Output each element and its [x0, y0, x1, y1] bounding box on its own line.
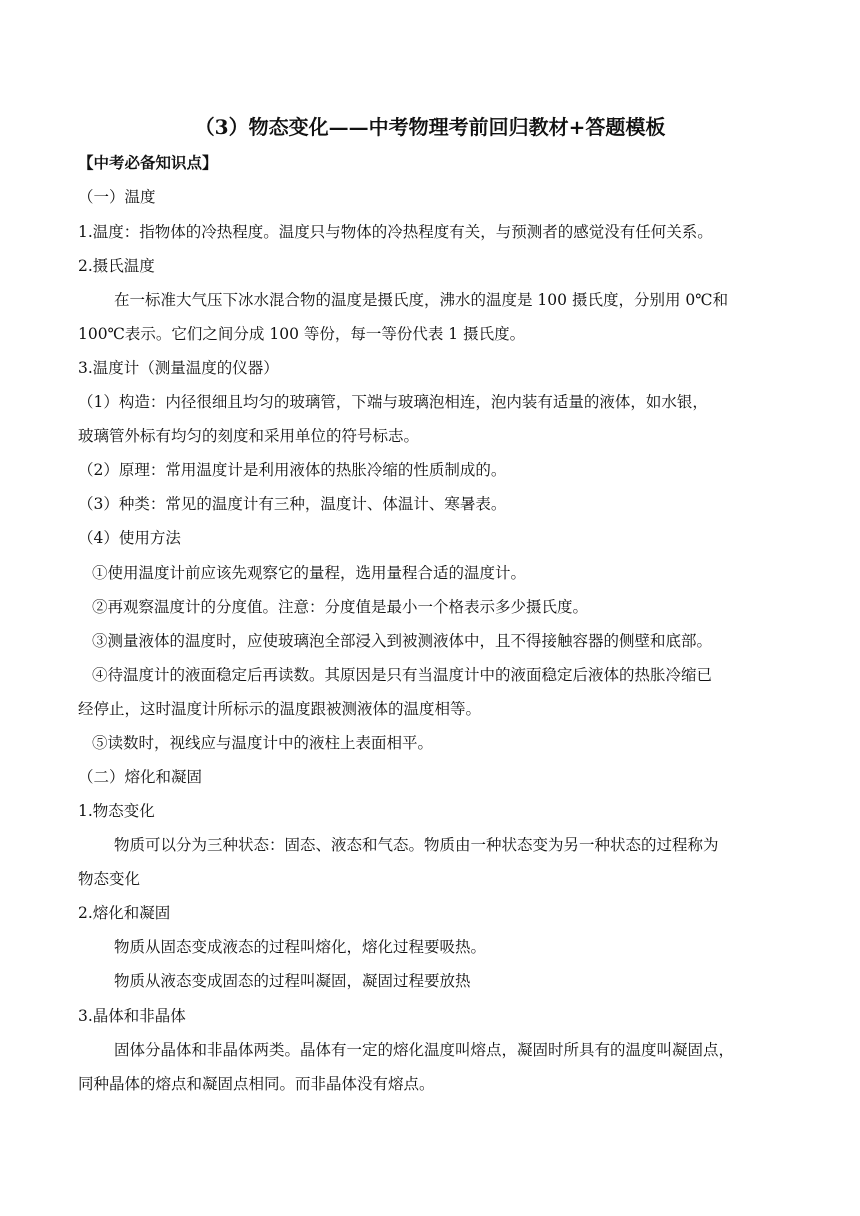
section-header: 【中考必备知识点】 [78, 153, 218, 172]
paragraph-crystal-line1: 固体分晶体和非晶体两类。晶体有一定的熔化温度叫熔点，凝固时所具有的温度叫凝固点， [114, 1041, 735, 1059]
paragraph-temperature-definition: 1.温度：指物体的冷热程度。温度只与物体的冷热程度有关，与预测者的感觉没有任何关系。 [78, 223, 713, 241]
heading-crystal: 3.晶体和非晶体 [78, 1007, 186, 1025]
paragraph-structure-line1: （1）构造：内径很细且均匀的玻璃管，下端与玻璃泡相连，泡内装有适量的液体，如水银， [78, 393, 708, 411]
usage-step-4-line1: ④待温度计的液面稳定后再读数。其原因是只有当温度计中的液面稳定后液体的热胀冷缩已 [92, 666, 713, 684]
usage-step-1: ①使用温度计前应该先观察它的量程，选用量程合适的温度计。 [92, 564, 527, 582]
paragraph-solidification: 物质从液态变成固态的过程叫凝固，凝固过程要放热 [114, 972, 471, 990]
paragraph-types: （3）种类：常见的温度计有三种，温度计、体温计、寒暑表。 [78, 495, 507, 513]
usage-step-3: ③测量液体的温度时，应使玻璃泡全部浸入到被测液体中，且不得接触容器的侧壁和底部。 [92, 632, 713, 650]
heading-usage: （4）使用方法 [78, 529, 181, 547]
usage-step-5: ⑤读数时，视线应与温度计中的液柱上表面相平。 [92, 734, 434, 752]
usage-step-2: ②再观察温度计的分度值。注意：分度值是最小一个格表示多少摄氏度。 [92, 598, 589, 616]
paragraph-celsius-line1: 在一标准大气压下冰水混合物的温度是摄氏度，沸水的温度是 100 摄氏度，分别用 0℃和 [114, 291, 729, 309]
heading-melting-and-solidification: 2.熔化和凝固 [78, 904, 171, 922]
paragraph-celsius-line2: 100℃表示。它们之间分成 100 等份，每一等份代表 1 摄氏度。 [78, 325, 526, 343]
paragraph-state-change-line1: 物质可以分为三种状态：固态、液态和气态。物质由一种状态变为另一种状态的过程称为 [114, 836, 719, 854]
heading-thermometer: 3.温度计（测量温度的仪器） [78, 359, 279, 377]
page-title: （3）物态变化——中考物理考前回归教材+答题模板 [194, 115, 666, 139]
paragraph-state-change-line2: 物态变化 [78, 870, 141, 888]
heading-melting-solidification: （二）熔化和凝固 [78, 768, 203, 786]
usage-step-4-line2: 经停止，这时温度计所标示的温度跟被测液体的温度相等。 [78, 700, 482, 718]
heading-state-change: 1.物态变化 [78, 802, 155, 820]
paragraph-principle: （2）原理：常用温度计是利用液体的热胀冷缩的性质制成的。 [78, 461, 507, 479]
heading-temperature: （一）温度 [78, 188, 156, 206]
paragraph-crystal-line2: 同种晶体的熔点和凝固点相同。而非晶体没有熔点。 [78, 1075, 435, 1093]
heading-celsius: 2.摄氏温度 [78, 257, 155, 275]
paragraph-melting: 物质从固态变成液态的过程叫熔化，熔化过程要吸热。 [114, 938, 487, 956]
paragraph-structure-line2: 玻璃管外标有均匀的刻度和采用单位的符号标志。 [78, 427, 420, 445]
